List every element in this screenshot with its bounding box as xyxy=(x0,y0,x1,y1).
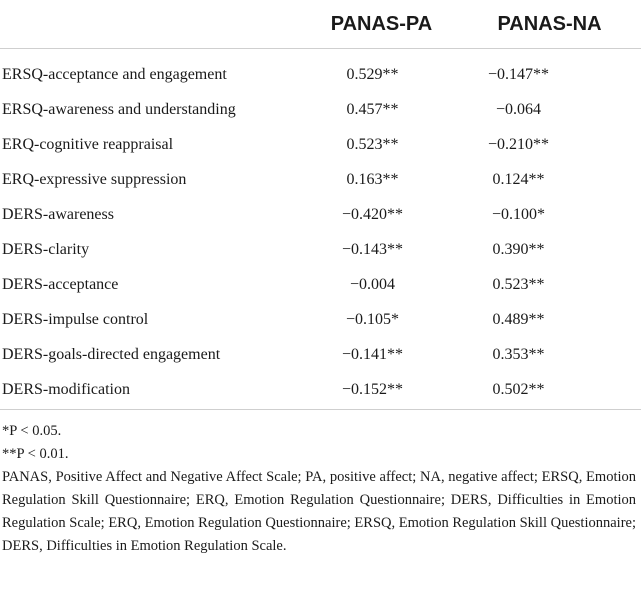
row-label: DERS-impulse control xyxy=(2,310,149,328)
table-footnotes xyxy=(2,420,636,558)
row-label: ERSQ-awareness and understanding xyxy=(2,100,236,118)
table-row xyxy=(0,302,641,337)
header-empty-cell xyxy=(0,0,305,49)
table-row xyxy=(0,49,641,93)
pa-value: 0.529** xyxy=(346,65,399,83)
na-value: 0.390** xyxy=(492,240,545,258)
table-row xyxy=(0,127,641,162)
na-value: 0.523** xyxy=(492,275,545,293)
row-label: DERS-modification xyxy=(0,372,305,410)
row-label: DERS-awareness xyxy=(2,205,114,223)
na-value: 0.502** xyxy=(458,372,641,410)
header-panas-na: PANAS-NA xyxy=(458,0,641,49)
table-row xyxy=(0,372,641,410)
na-value: −0.210** xyxy=(487,135,550,153)
footnote-abbreviations: PANAS, Positive Affect and Negative Affect Scale; PA, positive affect; NA, negative affect; ERSQ, Emotion Regulation Skill Questionnaire; ERQ, Emotion Regulation Questionnaire; DERS, Difficulties in Emotion Regulation Scale; ERQ, Emotion Regulation Questionnaire; ERSQ, Emotion Regulation Skill Questionnaire; DERS, Difficulties in Emotion Regulation Scale. xyxy=(2,469,636,554)
row-label: ERQ-cognitive reappraisal xyxy=(2,135,174,153)
table-row xyxy=(0,267,641,302)
row-label: DERS-acceptance xyxy=(2,275,119,293)
pa-value: −0.420** xyxy=(341,205,404,223)
table-header-row xyxy=(0,0,641,49)
table-row xyxy=(0,337,641,372)
pa-value: −0.152** xyxy=(305,372,458,410)
na-value: 0.489** xyxy=(492,310,545,328)
table-row xyxy=(0,197,641,232)
na-value: −0.064 xyxy=(495,100,542,118)
header-panas-pa: PANAS-PA xyxy=(305,0,458,49)
na-value: −0.147** xyxy=(487,65,550,83)
table-row xyxy=(0,92,641,127)
footnote-significance-005: *P < 0.05. xyxy=(2,423,62,439)
table-row xyxy=(0,162,641,197)
footnote-significance-001: **P < 0.01. xyxy=(2,446,69,462)
row-label: DERS-goals-directed engagement xyxy=(2,345,221,363)
na-value: 0.353** xyxy=(492,345,545,363)
pa-value: 0.523** xyxy=(346,135,399,153)
row-label: ERSQ-acceptance and engagement xyxy=(2,65,227,83)
pa-value: −0.141** xyxy=(341,345,404,363)
pa-value: −0.143** xyxy=(341,240,404,258)
row-label: DERS-clarity xyxy=(2,240,90,258)
pa-value: −0.004 xyxy=(349,275,396,293)
table-row xyxy=(0,232,641,267)
na-value: 0.124** xyxy=(492,170,545,188)
na-value: −0.100* xyxy=(491,205,546,223)
pa-value: 0.163** xyxy=(346,170,399,188)
row-label: ERQ-expressive suppression xyxy=(2,170,187,188)
pa-value: −0.105* xyxy=(345,310,400,328)
pa-value: 0.457** xyxy=(346,100,399,118)
